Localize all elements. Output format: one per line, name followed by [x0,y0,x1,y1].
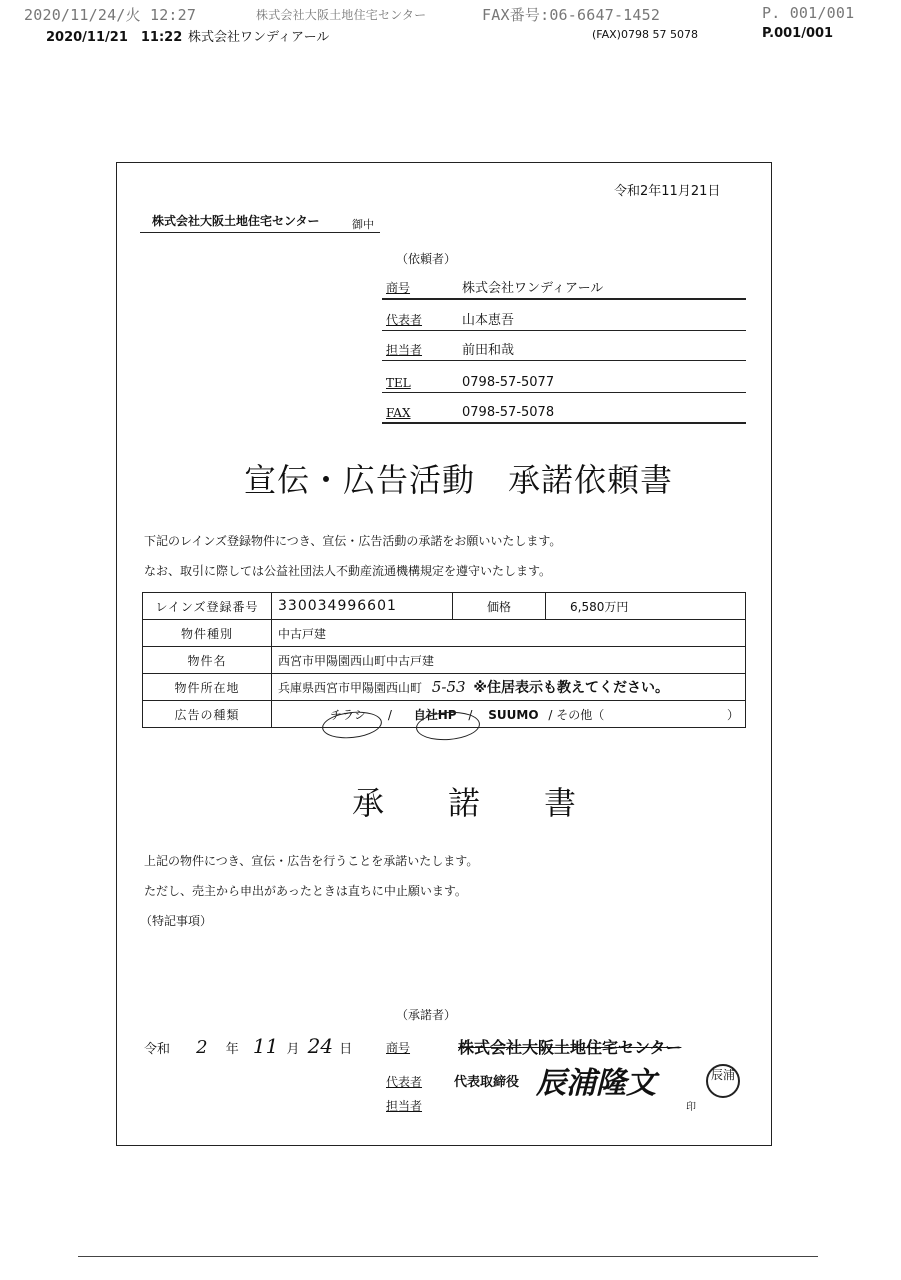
fax-timestamp-second: 2020/11/21 11:22 [46,30,183,45]
fax-sender-top: 株式会社大阪土地住宅センター [256,8,427,22]
requester-tel-value: 0798-57-5077 [462,375,555,390]
table-row [143,674,746,701]
intro-line-2: なお、取引に際しては公益社団法人不動産流通機構規定を遵守いたします。 [144,564,552,578]
grantor-row-contact [384,1094,484,1116]
fax-sender-second: 株式会社ワンディアール [188,30,330,45]
requester-row-tel [382,370,746,393]
requester-rep-value: 山本恵吾 [462,313,515,328]
fax-number-top: FAX番号:06-6647-1452 [482,6,661,24]
grantor-rep-value: 代表取締役 [454,1075,520,1090]
requester-row-rep [382,308,746,331]
intro-line-1: 下記のレインズ登録物件につき、宣伝・広告活動の承諾をお願いいたします。 [144,534,562,548]
property-type-value: 中古戸建 [272,620,746,647]
reins-number: 330034996601 [272,593,453,620]
grantor-signature: 辰浦隆文 [536,1066,656,1101]
consent-date-month: 11 [252,1034,279,1058]
property-table [142,592,746,728]
ad-separator-1: / [387,707,392,722]
addressee-line [140,212,380,233]
property-name-label: 物件名 [143,647,272,674]
ad-option-suumo: SUUMO [488,707,539,722]
requester-rep-label: 代表者 [386,313,423,327]
ad-option-own-hp: 自社HP [413,707,457,722]
consent-date-day-unit: 日 [339,1042,353,1057]
property-address-value: 兵庫県西宮市甲陽園西山町 [278,681,423,695]
requester-fax-label: FAX [386,406,411,420]
price-value: 6,580万円 [546,593,746,620]
consent-line-1: 上記の物件につき、宣伝・広告を行うことを承諾いたします。 [144,854,479,868]
grantor-row-rep [384,1066,704,1101]
consent-date [144,1034,352,1058]
document-title: 宣伝・広告活動 承諾依頼書 [244,461,674,499]
requester-company-label: 商号 [386,281,411,295]
stamp-text: 辰浦 [710,1068,735,1082]
seal-mark: 印 [686,1102,696,1113]
consent-date-year: 2 [196,1037,208,1058]
grantor-contact-label: 担当者 [386,1099,423,1113]
property-address-label: 物件所在地 [143,674,272,701]
consent-line-2: ただし、売主から申出があったときは直ちに中止願います。 [144,884,467,898]
special-notes-label: （特記事項） [140,914,213,928]
ad-type-label: 広告の種類 [143,701,272,728]
company-seal-stamp [706,1064,740,1098]
price-label: 価格 [453,593,546,620]
requester-contact-value: 前田和哉 [462,343,515,358]
table-row [143,593,746,620]
fax-timestamp-top: 2020/11/24/火 12:27 [24,6,197,24]
addressee-honorific: 御中 [352,218,374,231]
consent-date-era: 令和 [144,1042,171,1057]
property-type-label: 物件種別 [143,620,272,647]
addressee: 株式会社大阪土地住宅センター [152,214,320,228]
fax-page-second: P.001/001 [762,26,834,41]
fax-page-top: P. 001/001 [762,4,855,22]
consent-date-year-unit: 年 [225,1042,239,1057]
bottom-scan-line [78,1256,818,1257]
ad-separator-2: / [468,707,473,722]
grantor-row-company [384,1036,744,1058]
table-row [143,647,746,674]
property-address-handwritten: 5-53 [431,678,466,696]
requester-contact-label: 担当者 [386,343,423,357]
requester-fax-value: 0798-57-5078 [462,405,555,420]
document-date: 令和2年11月21日 [614,184,721,199]
requester-company-value: 株式会社ワンディアール [462,281,604,296]
table-row [143,620,746,647]
consent-date-month-unit: 月 [286,1042,300,1057]
property-address-note: ※住居表示も教えてください。 [473,680,669,696]
property-address-cell [272,674,746,701]
ad-option-flyer: チラシ [330,707,367,722]
grantor-rep-label: 代表者 [386,1075,423,1089]
ad-option-close: ） [726,708,739,722]
requester-row-contact [382,338,746,361]
requester-row-fax [382,400,746,424]
grantor-label: （承諾者） [396,1008,457,1022]
property-name-value: 西宮市甲陽園西山町中古戸建 [272,647,746,674]
ad-option-other: / その他（ [548,707,605,722]
reins-number-label: レインズ登録番号 [143,593,272,620]
grantor-company-value: 株式会社大阪土地住宅センター [458,1038,682,1057]
consent-date-day: 24 [307,1034,334,1058]
fax-number-second: (FAX)0798 57 5078 [592,28,698,41]
requester-tel-label: TEL [386,376,411,390]
consent-title: 承 諾 書 [352,784,577,822]
grantor-company-label: 商号 [386,1041,411,1055]
requester-row-company [382,276,746,300]
requester-label: （依頼者） [396,252,457,266]
